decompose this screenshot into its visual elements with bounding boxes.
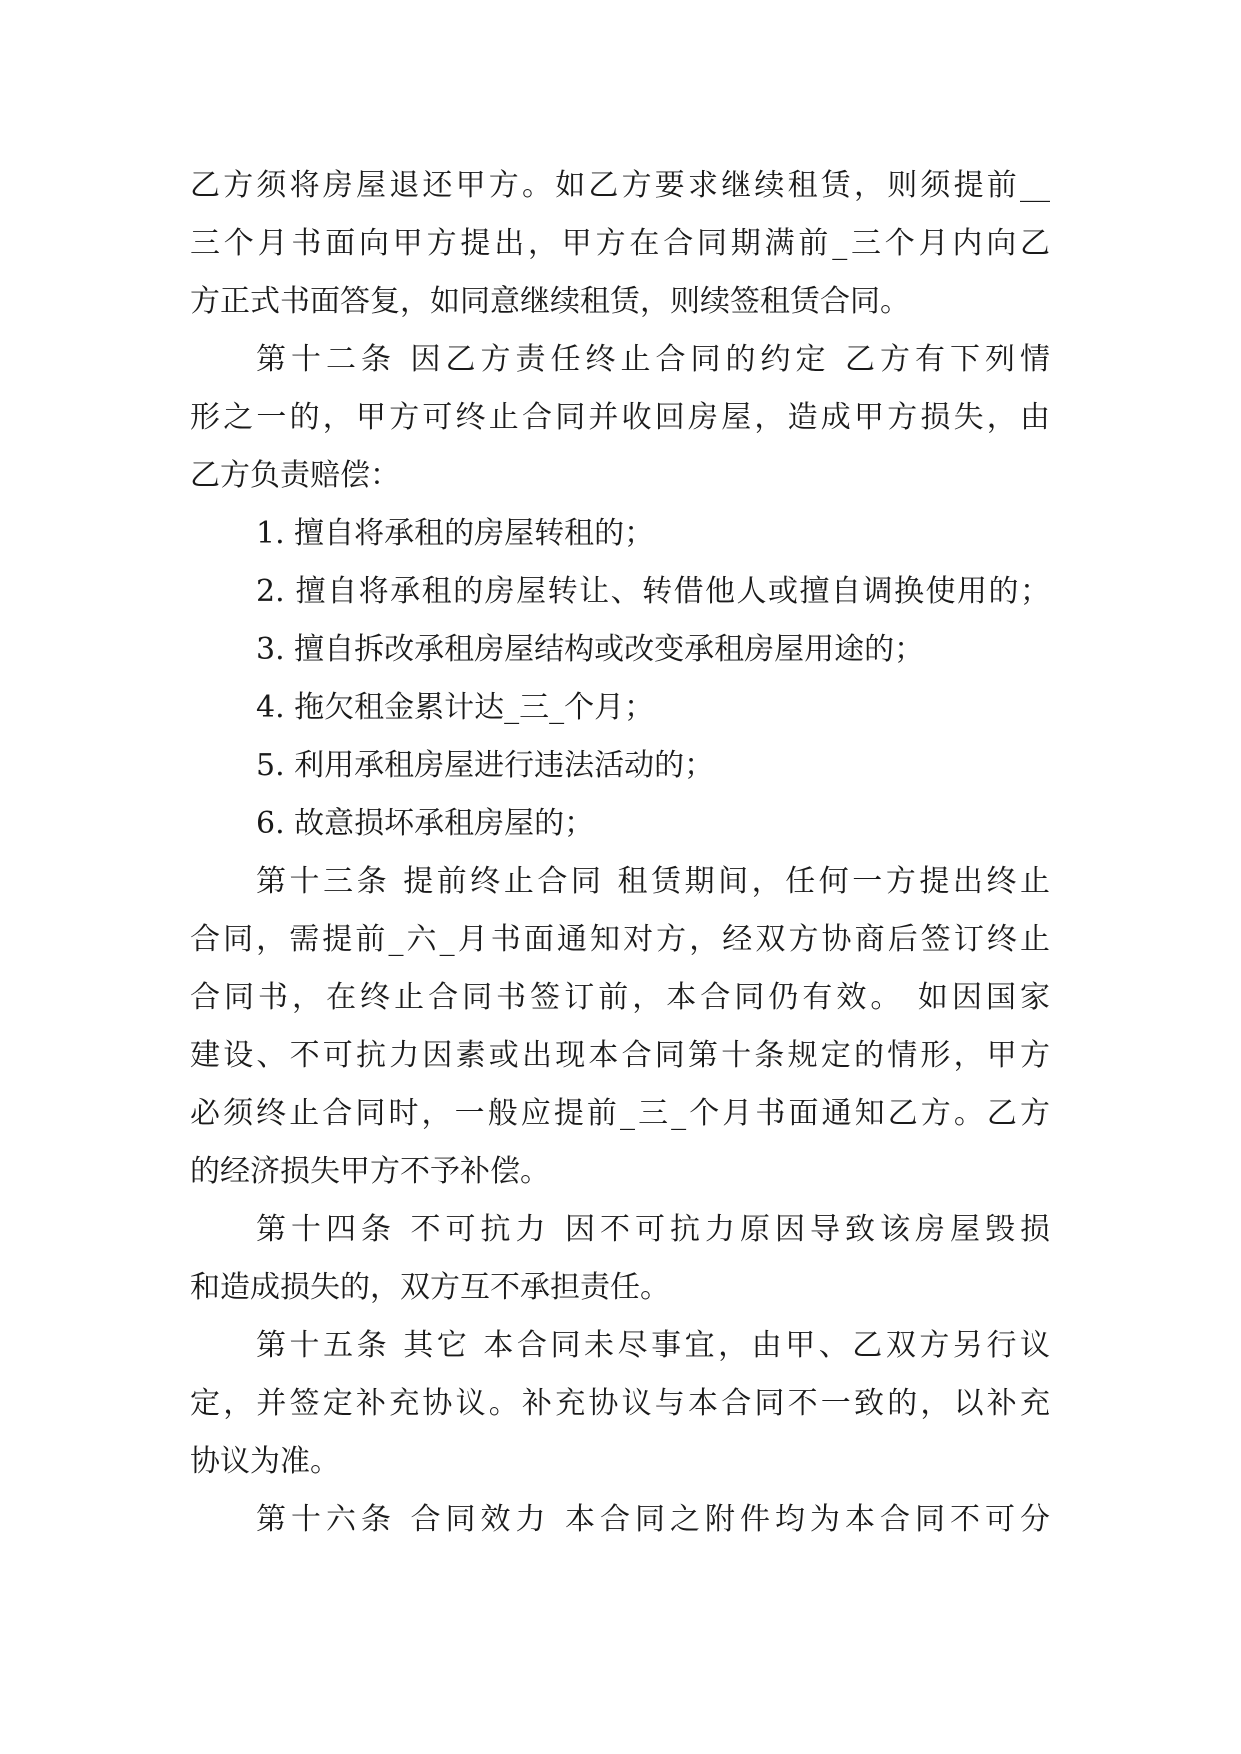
article-14-heading: 第十四条 不可抗力 因不可抗力原因导致该房屋毁损: [256, 1212, 1050, 1247]
list-item: 6. 故意损坏承租房屋的；: [256, 806, 595, 841]
text-line: 三个月书面向甲方提出，甲方在合同期满前_三个月内向乙: [190, 226, 1050, 261]
text-line: 建设、不可抗力因素或出现本合同第十条规定的情形，甲方: [190, 1038, 1050, 1073]
list-item: 4. 拖欠租金累计达_三_个月；: [256, 690, 655, 725]
list-item: 3. 擅自拆改承租房屋结构或改变承租房屋用途的；: [256, 632, 925, 667]
text-line: 乙方须将房屋退还甲方。如乙方要求继续租赁，则须提前__: [190, 168, 1050, 203]
text-line: 合同书，在终止合同书签订前，本合同仍有效。 如因国家: [190, 980, 1050, 1015]
text-line: 必须终止合同时，一般应提前_三_个月书面通知乙方。乙方: [190, 1096, 1050, 1131]
article-15-heading: 第十五条 其它 本合同未尽事宜，由甲、乙双方另行议: [256, 1328, 1050, 1363]
text-line: 协议为准。: [190, 1444, 340, 1479]
text-line: 和造成损失的，双方互不承担责任。: [190, 1270, 670, 1305]
list-item: 5. 利用承租房屋进行违法活动的；: [256, 748, 715, 783]
text-line: 的经济损失甲方不予补偿。: [190, 1154, 550, 1189]
text-line: 合同，需提前_六_月书面通知对方，经双方协商后签订终止: [190, 922, 1050, 957]
text-line: 形之一的，甲方可终止合同并收回房屋，造成甲方损失，由: [190, 400, 1050, 435]
text-line: 方正式书面答复，如同意继续租赁，则续签租赁合同。: [190, 284, 910, 319]
article-12-heading: 第十二条 因乙方责任终止合同的约定 乙方有下列情: [256, 342, 1050, 377]
text-line: 定，并签定补充协议。补充协议与本合同不一致的，以补充: [190, 1386, 1050, 1421]
text-line: 乙方负责赔偿：: [190, 458, 400, 493]
article-13-heading: 第十三条 提前终止合同 租赁期间，任何一方提出终止: [256, 864, 1050, 899]
article-16-heading: 第十六条 合同效力 本合同之附件均为本合同不可分: [256, 1502, 1050, 1537]
list-item: 1. 擅自将承租的房屋转租的；: [256, 516, 655, 551]
list-item: 2. 擅自将承租的房屋转让、转借他人或擅自调换使用的；: [256, 574, 1050, 609]
